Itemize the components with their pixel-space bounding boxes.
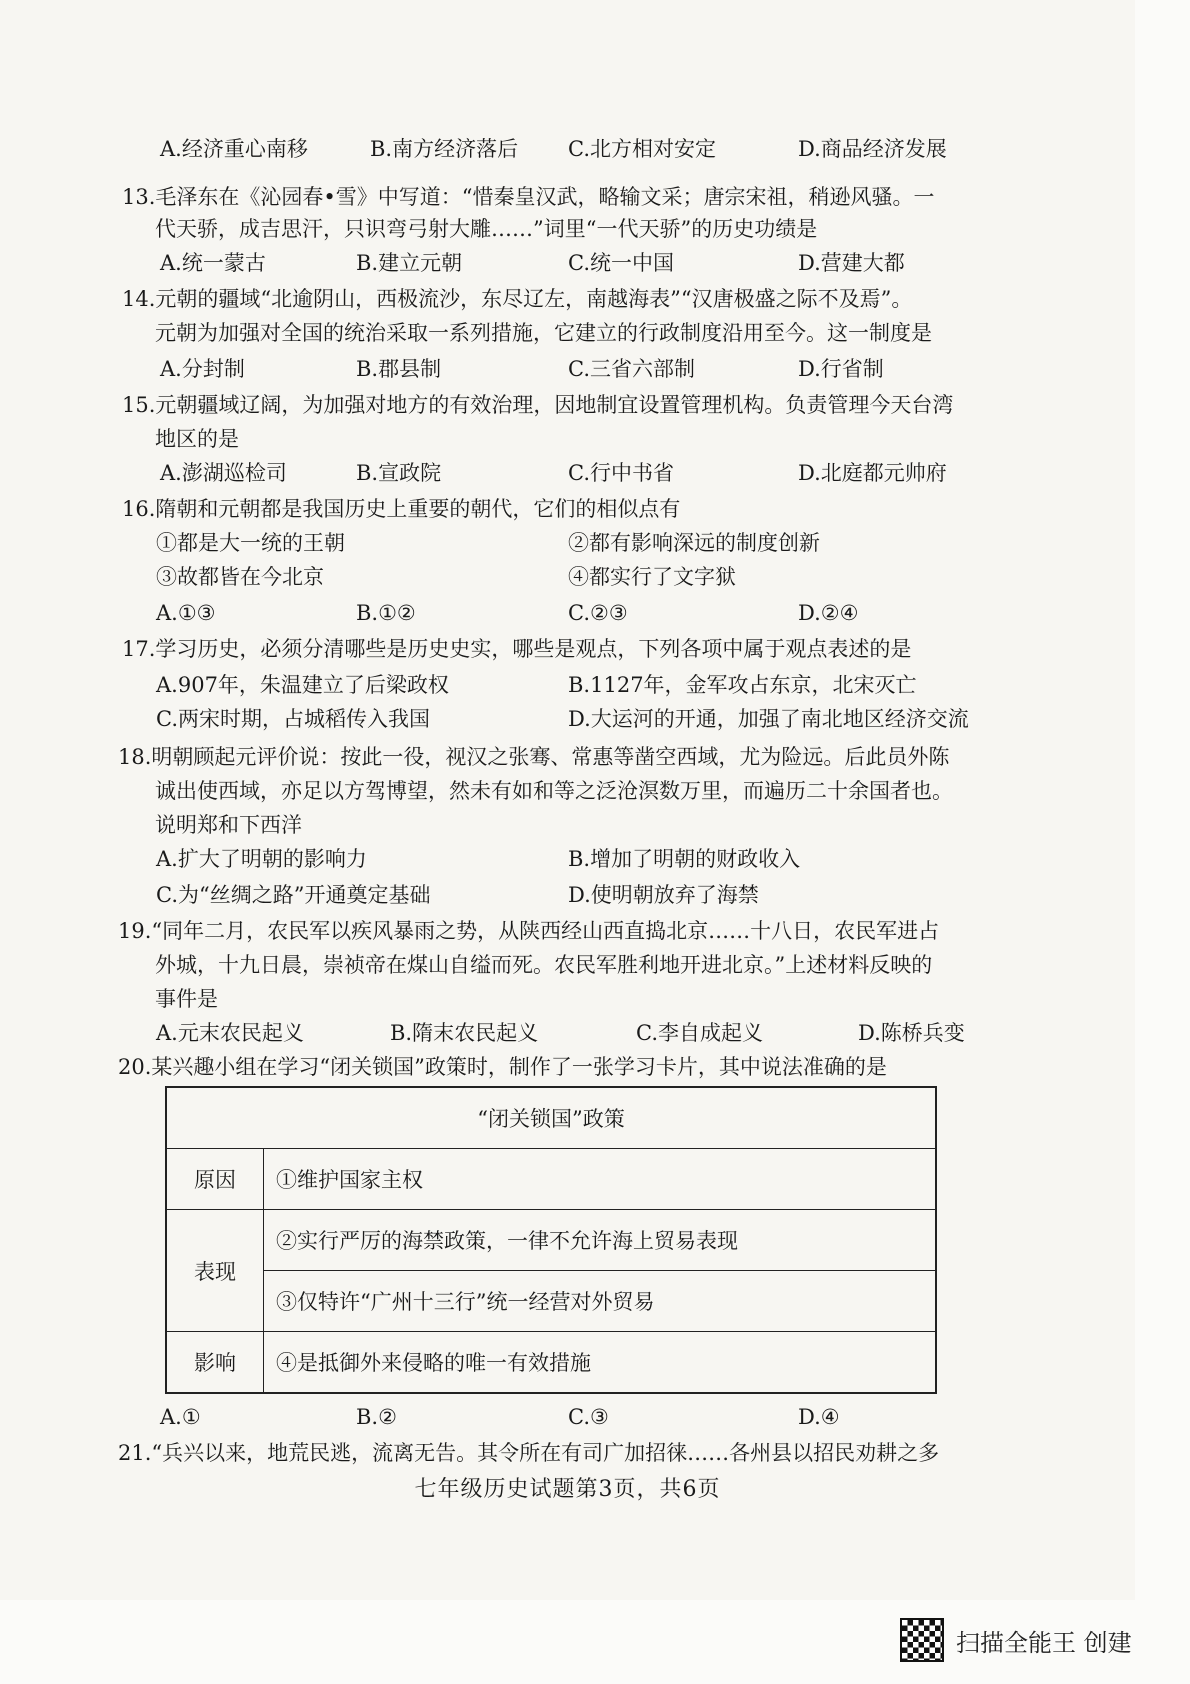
q19-stem-line1: 19.“同年二月，农民军以疾风暴雨之势，从陕西经山西直捣北京……十八日，农民军进占 [118,919,940,943]
q13-stem-line2: 代天骄，成吉思汗，只识弯弓射大雕……”词里“一代天骄”的历史功绩是 [155,217,818,241]
q19-stem-line3: 事件是 [155,987,218,1011]
q14-options [0,352,1135,386]
qr-code-icon [900,1618,944,1662]
q16-stem: 16.隋朝和元朝都是我国历史上重要的朝代，它们的相似点有 [122,497,681,521]
q13-stem-line1: 13.毛泽东在《沁园春•雪》中写道：“惜秦皇汉武，略输文采；唐宗宋祖，稍逊风骚。一 [122,185,935,209]
q15-options [0,456,1135,490]
q16-items-row1 [0,526,1135,560]
table-row [166,1332,936,1394]
q17-options-row2 [0,702,1135,736]
q18-options-row2 [0,878,1135,912]
q13-option-b: B.建立元朝 [356,251,463,275]
q18-stem-line2: 诚出使西域，亦足以方驾博望，然未有如和等之泛沧溟数万里，而遍历二十余国者也。 [155,779,953,803]
q13-option-a: A.统一蒙古 [160,251,266,275]
q20-option-b: B.② [356,1405,397,1429]
q17-options-row1 [0,668,1135,702]
row-effect: ④是抵御外来侵略的唯一有效措施 [264,1332,937,1394]
q18-option-b: B.增加了明朝的财政收入 [568,847,801,871]
table-row [166,1087,936,1149]
q13-options [0,246,1135,280]
row-cause: ①维护国家主权 [264,1149,937,1210]
table-row [166,1210,936,1271]
q17-stem: 17.学习历史，必须分清哪些是历史史实，哪些是观点，下列各项中属于观点表述的是 [122,637,912,661]
q17-option-a: A.907年，朱温建立了后梁政权 [156,673,449,697]
page-footer: 七年级历史试题第3页，共6页 [414,1477,721,1502]
q16-item-4: ④都实行了文字狱 [568,565,736,589]
q16-item-2: ②都有影响深远的制度创新 [568,531,820,555]
row-show-1: ②实行严厉的海禁政策，一律不允许海上贸易表现 [264,1210,937,1271]
q20-option-a: A.① [160,1405,201,1429]
q12-options [0,132,1135,166]
q19-option-c: C.李自成起义 [636,1021,763,1045]
q20-option-c: C.③ [568,1405,609,1429]
q18-stem-line1: 18.明朝顾起元评价说：按此一役，视汉之张骞、常惠等凿空西域，尤为险远。后此员外陈 [118,745,950,769]
q16-item-1: ①都是大一统的王朝 [156,531,345,555]
q18-option-d: D.使明朝放弃了海禁 [568,883,759,907]
q20-stem: 20.某兴趣小组在学习“闭关锁国”政策时，制作了一张学习卡片，其中说法准确的是 [118,1055,887,1079]
q15-option-d: D.北庭都元帅府 [798,461,947,485]
q19-option-b: B.隋末农民起义 [390,1021,539,1045]
q14-option-a: A.分封制 [160,357,245,381]
q19-option-a: A.元末农民起义 [156,1021,304,1045]
card-title: “闭关锁国”政策 [166,1087,936,1149]
q19-stem-line2: 外城，十九日晨，崇祯帝在煤山自缢而死。农民军胜利地开进北京。”上述材料反映的 [155,953,933,977]
q14-stem-line2: 元朝为加强对全国的统治采取一系列措施，它建立的行政制度沿用至今。这一制度是 [155,321,932,345]
q16-option-c: C.②③ [568,601,628,625]
q18-option-a: A.扩大了明朝的影响力 [156,847,367,871]
q15-option-a: A.澎湖巡检司 [160,461,287,485]
q12-option-d: D.商品经济发展 [798,137,947,161]
table-row [166,1149,936,1210]
q15-stem-line2: 地区的是 [155,427,239,451]
q19-option-d: D.陈桥兵变 [858,1021,965,1045]
table-row [166,1271,936,1332]
q14-option-c: C.三省六部制 [568,357,695,381]
q16-option-b: B.①② [356,601,416,625]
q20-options [0,1400,1135,1434]
q21-stem-line1: 21.“兵兴以来，地荒民逃，流离无告。其令所在有司广加招徕……各州县以招民劝耕之多 [118,1441,940,1465]
q17-option-d: D.大运河的开通，加强了南北地区经济交流 [568,707,969,731]
study-card-table [165,1086,937,1394]
q12-option-a: A.经济重心南移 [160,137,308,161]
q15-option-c: C.行中书省 [568,461,674,485]
q18-stem-line3: 说明郑和下西洋 [155,813,302,837]
q17-option-b: B.1127年，金军攻占东京，北宋灭亡 [568,673,917,697]
q16-option-d: D.②④ [798,601,859,625]
scanner-label: 扫描全能王 创建 [956,1628,1132,1657]
q19-options [0,1016,1135,1050]
q16-option-a: A.①③ [156,601,216,625]
q13-option-c: C.统一中国 [568,251,674,275]
row-label-show: 表现 [166,1210,264,1332]
q16-options [0,596,1135,630]
q15-stem-line1: 15.元朝疆域辽阔，为加强对地方的有效治理，因地制宜设置管理机构。负责管理今天台湾 [122,393,954,417]
q14-option-b: B.郡县制 [356,357,442,381]
q16-items-row2 [0,560,1135,594]
q18-options-row1 [0,842,1135,876]
q13-option-d: D.营建大都 [798,251,905,275]
row-label-effect: 影响 [166,1332,264,1394]
scanner-watermark [900,1618,1132,1662]
q12-option-c: C.北方相对安定 [568,137,716,161]
q14-stem-line1: 14.元朝的疆域“北逾阴山，西极流沙，东尽辽左，南越海表”“汉唐极盛之际不及焉”。 [122,287,913,311]
q16-item-3: ③故都皆在今北京 [156,565,324,589]
q12-option-b: B.南方经济落后 [370,137,519,161]
row-show-2: ③仅特许“广州十三行”统一经营对外贸易 [264,1271,937,1332]
q20-option-d: D.④ [798,1405,840,1429]
row-label-cause: 原因 [166,1149,264,1210]
q15-option-b: B.宣政院 [356,461,442,485]
q18-option-c: C.为“丝绸之路”开通奠定基础 [156,883,431,907]
q17-option-c: C.两宋时期，占城稻传入我国 [156,707,430,731]
q14-option-d: D.行省制 [798,357,884,381]
